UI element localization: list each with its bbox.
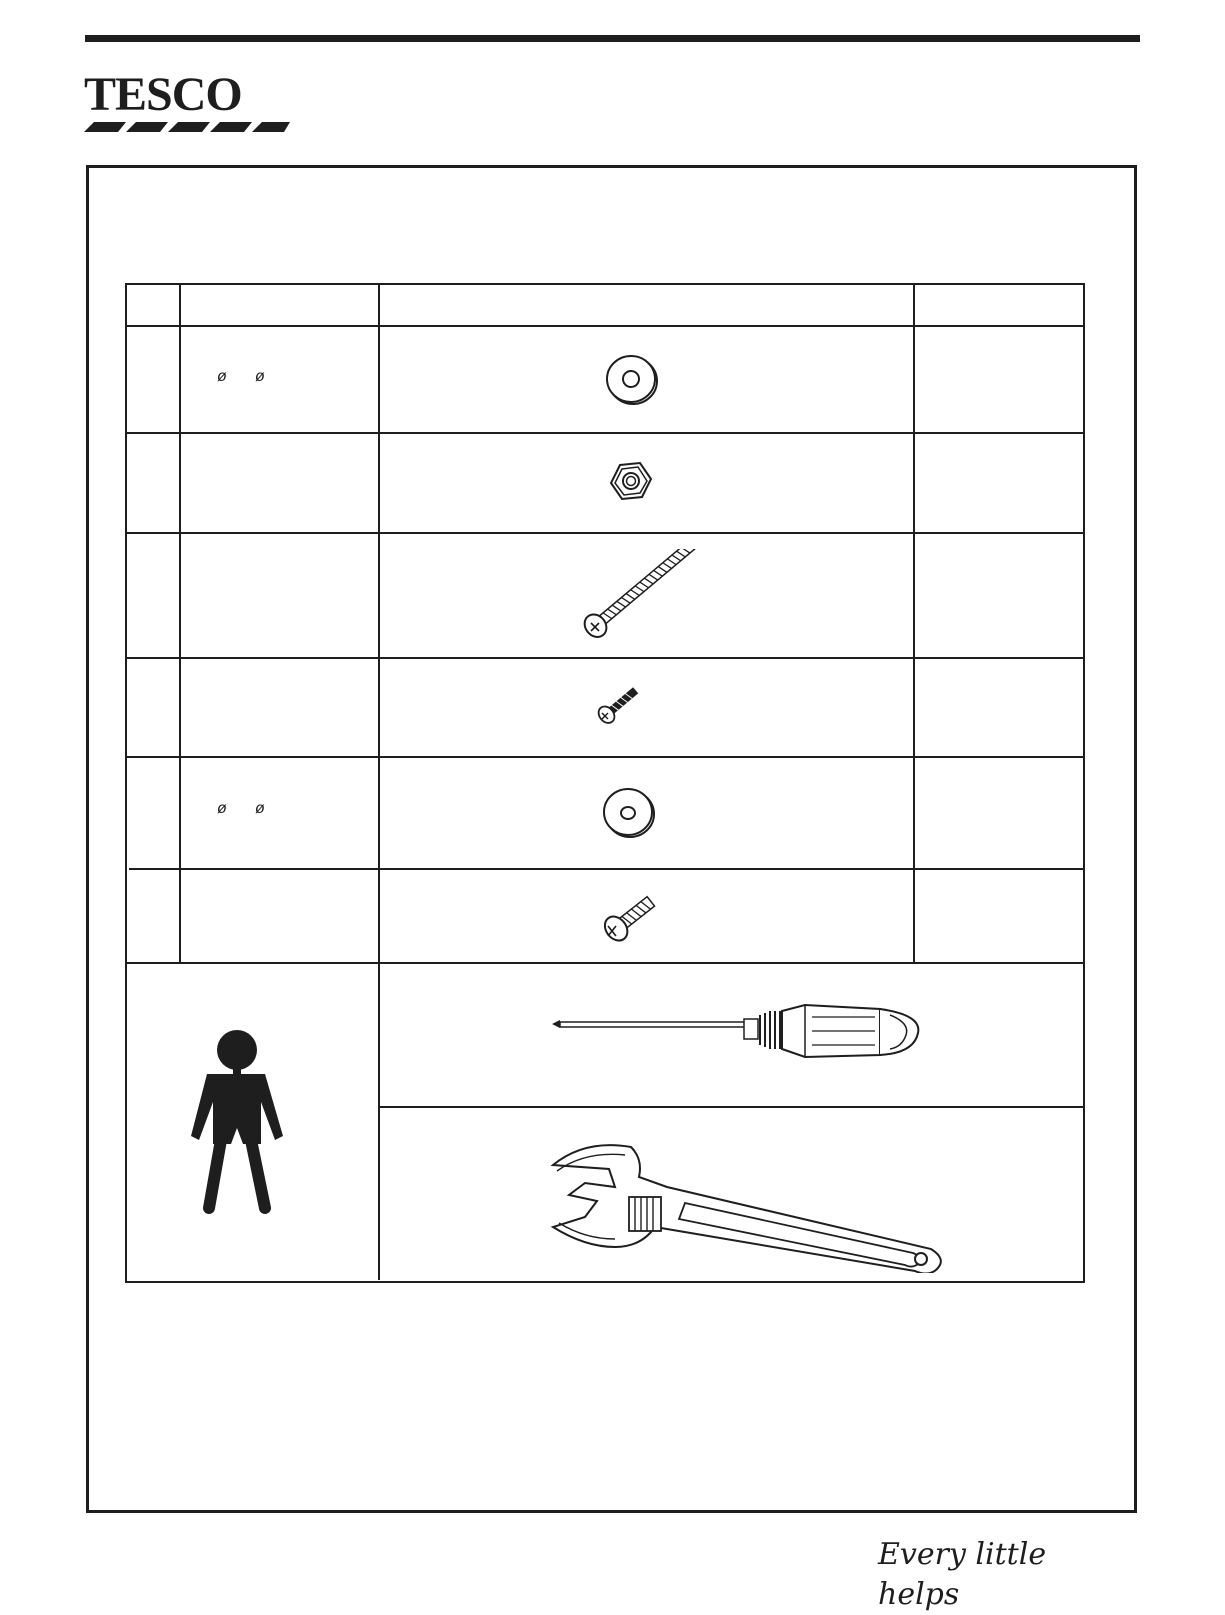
flat-washer-large-icon xyxy=(605,353,661,407)
diameter-mark: ø xyxy=(217,368,227,385)
phillips-screwdriver-icon xyxy=(550,1001,922,1071)
diameter-mark: ø xyxy=(255,800,265,817)
one-person-icon xyxy=(185,1028,285,1218)
machine-screw-icon xyxy=(599,891,659,945)
parts-table xyxy=(125,283,1095,1296)
logo-dash-stripe xyxy=(84,120,294,134)
long-bolt-icon xyxy=(580,549,700,641)
top-rule xyxy=(85,35,1140,42)
diameter-mark: ø xyxy=(255,368,265,385)
lock-nut-icon xyxy=(608,459,654,505)
tesco-logo xyxy=(84,68,294,134)
logo-wordmark: TESCO xyxy=(84,68,242,121)
small-screw-icon xyxy=(595,686,643,726)
flat-washer-icon xyxy=(602,786,658,840)
adjustable-wrench-icon xyxy=(545,1143,945,1273)
diameter-mark: ø xyxy=(217,800,227,817)
brand-tagline: Every little helps xyxy=(878,1537,1047,1612)
